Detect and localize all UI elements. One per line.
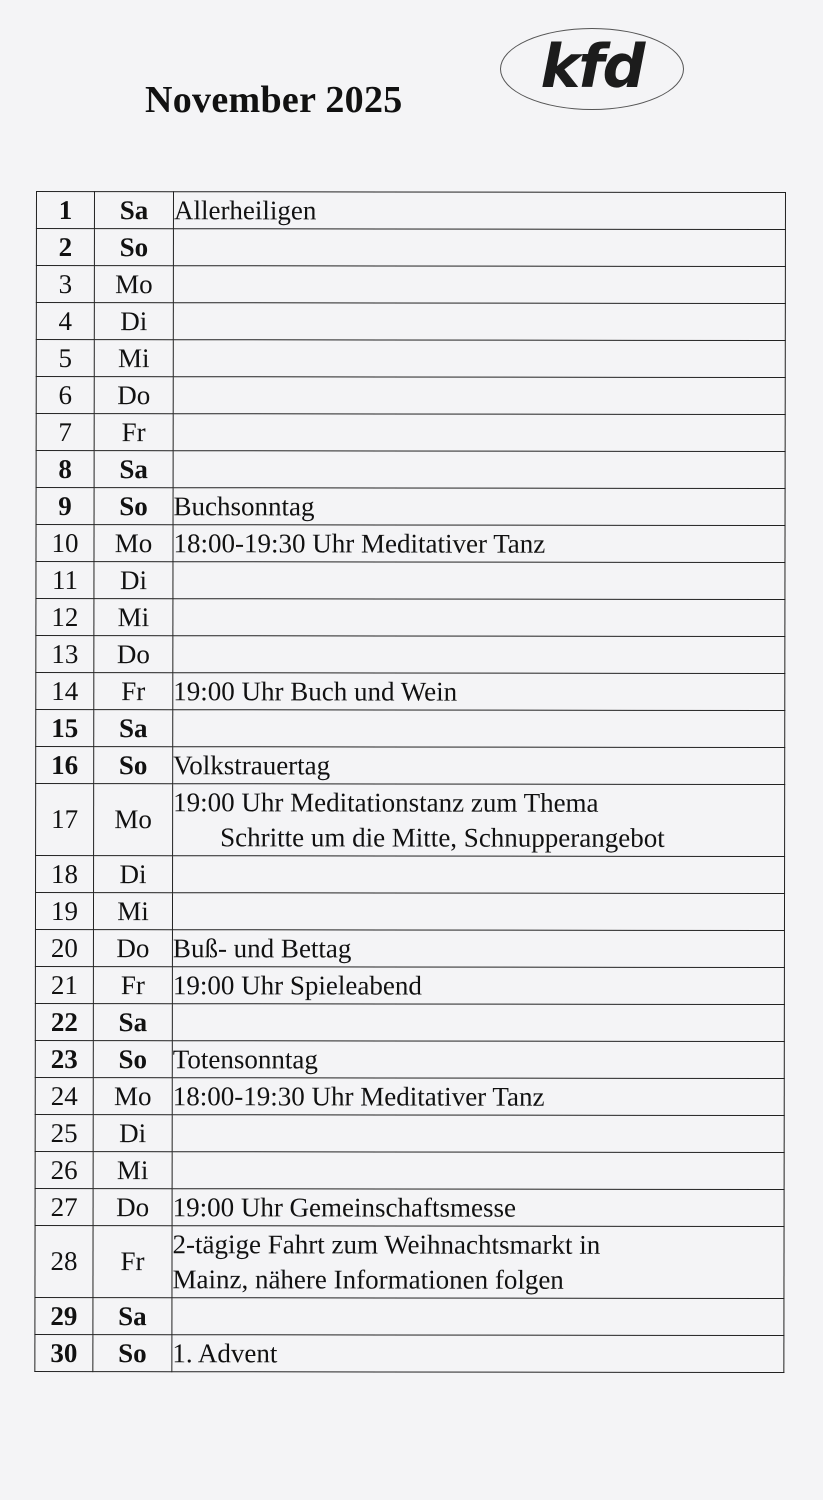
calendar-row: [36, 340, 785, 378]
event-cell: [172, 1226, 784, 1299]
weekday: Fr: [94, 673, 173, 710]
calendar-row: [35, 1151, 784, 1189]
event-text: 19:00 Uhr Gemeinschaftsmesse: [172, 1191, 517, 1223]
event-cell: [172, 1152, 784, 1190]
day-number: 22: [35, 1003, 93, 1040]
day-number: 27: [35, 1188, 93, 1225]
event-text-line2: Mainz, nähere Informationen folgen: [172, 1263, 564, 1295]
event-cell: [173, 747, 785, 785]
day-number: 4: [36, 303, 94, 340]
event-cell: [173, 192, 785, 230]
calendar-row: [35, 1297, 784, 1335]
event-cell: [172, 1115, 784, 1153]
day-number: 16: [36, 747, 94, 784]
weekday: Di: [94, 856, 173, 893]
calendar-row: [36, 599, 785, 637]
event-cell: [173, 414, 785, 452]
page-title: November 2025: [145, 79, 403, 121]
weekday: Do: [94, 377, 173, 414]
calendar-row: [35, 1225, 784, 1298]
calendar-row: [35, 1003, 784, 1041]
weekday: Do: [94, 636, 173, 673]
logo-text: kfd: [540, 32, 644, 102]
weekday: Sa: [93, 1004, 172, 1041]
calendar-row: [35, 966, 784, 1004]
weekday: Mi: [93, 1152, 172, 1189]
calendar-row: [36, 747, 785, 785]
event-cell: [172, 1004, 784, 1042]
calendar-row: [36, 229, 785, 267]
weekday: So: [94, 229, 173, 266]
event-text: Buchsonntag: [173, 490, 315, 522]
calendar-row: [35, 930, 784, 968]
weekday: So: [94, 747, 173, 784]
day-number: 3: [36, 266, 94, 303]
day-number: 26: [35, 1151, 93, 1188]
calendar-row: [35, 1114, 784, 1152]
weekday: Mi: [93, 893, 172, 930]
calendar-row: [36, 488, 785, 526]
event-cell: [172, 1189, 784, 1227]
event-text: 2-tägige Fahrt zum Weihnachtsmarkt in: [172, 1229, 601, 1260]
weekday: Mi: [94, 340, 173, 377]
calendar-row: [36, 525, 785, 563]
calendar-row: [36, 192, 785, 230]
calendar-row: [36, 636, 785, 674]
event-cell: [172, 967, 784, 1005]
weekday: Sa: [94, 710, 173, 747]
event-cell: [172, 1298, 784, 1336]
calendar-row: [36, 451, 785, 489]
weekday: Mi: [94, 599, 173, 636]
day-number: 1: [36, 192, 94, 229]
weekday: Do: [93, 930, 172, 967]
weekday: So: [94, 488, 173, 525]
event-cell: [173, 229, 785, 267]
weekday: Sa: [94, 451, 173, 488]
day-number: 13: [36, 636, 94, 673]
weekday: Sa: [94, 192, 173, 229]
event-cell: [172, 930, 784, 968]
calendar-row: [36, 856, 785, 894]
calendar-table: [34, 191, 786, 1373]
event-cell: [173, 266, 785, 304]
day-number: 9: [36, 488, 94, 525]
calendar-row: [35, 1188, 784, 1226]
event-text: 19:00 Uhr Meditationstanz zum Thema: [173, 787, 599, 818]
day-number: 17: [36, 784, 94, 856]
event-cell: [173, 856, 785, 894]
event-cell: [173, 673, 785, 711]
day-number: 24: [35, 1077, 93, 1114]
weekday: Sa: [93, 1298, 172, 1335]
calendar-row: [35, 893, 784, 931]
event-text: Volkstrauertag: [173, 749, 331, 781]
event-cell: [173, 636, 785, 674]
day-number: 14: [36, 673, 94, 710]
weekday: Fr: [93, 967, 172, 1004]
event-text: 18:00-19:30 Uhr Meditativer Tanz: [173, 527, 546, 559]
kfd-logo: [500, 28, 684, 110]
event-text: Allerheiligen: [173, 194, 317, 226]
event-cell: [173, 710, 785, 748]
weekday: Di: [94, 562, 173, 599]
calendar-row: [36, 784, 785, 857]
weekday: So: [93, 1041, 172, 1078]
day-number: 5: [36, 340, 94, 377]
event-cell: [172, 1041, 784, 1079]
calendar-row: [36, 562, 785, 600]
event-text: Totensonntag: [172, 1043, 318, 1075]
day-number: 11: [36, 562, 94, 599]
day-number: 18: [36, 856, 94, 893]
event-cell: [173, 340, 785, 378]
event-cell: [173, 599, 785, 637]
event-cell: [173, 784, 785, 857]
event-text: 18:00-19:30 Uhr Meditativer Tanz: [172, 1080, 545, 1112]
event-cell: [173, 525, 785, 563]
day-number: 6: [36, 377, 94, 414]
event-cell: [173, 562, 785, 600]
day-number: 2: [36, 229, 94, 266]
event-text: 19:00 Uhr Buch und Wein: [173, 675, 458, 707]
calendar-row: [36, 414, 785, 452]
weekday: Fr: [93, 1226, 172, 1298]
weekday: So: [93, 1335, 172, 1372]
day-number: 10: [36, 525, 94, 562]
event-cell: [172, 1335, 784, 1373]
day-number: 20: [35, 930, 93, 967]
calendar-row: [36, 377, 785, 415]
calendar-row: [35, 1077, 784, 1115]
calendar-body: [35, 192, 786, 1373]
event-cell: [173, 451, 785, 489]
day-number: 21: [35, 966, 93, 1003]
event-cell: [173, 377, 785, 415]
day-number: 8: [36, 451, 94, 488]
weekday: Di: [94, 303, 173, 340]
day-number: 15: [36, 710, 94, 747]
weekday: Di: [93, 1115, 172, 1152]
calendar-row: [36, 266, 785, 304]
day-number: 25: [35, 1114, 93, 1151]
day-number: 12: [36, 599, 94, 636]
day-number: 19: [35, 893, 93, 930]
calendar-row: [36, 673, 785, 711]
event-cell: [172, 893, 784, 931]
event-cell: [173, 303, 785, 341]
weekday: Mo: [94, 784, 173, 856]
event-text: 19:00 Uhr Spieleabend: [172, 969, 422, 1001]
day-number: 30: [35, 1334, 93, 1371]
day-number: 28: [35, 1225, 93, 1297]
weekday: Mo: [94, 525, 173, 562]
event-text-line2: Schritte um die Mitte, Schnupperangebot: [220, 821, 665, 853]
event-cell: [173, 488, 785, 526]
weekday: Fr: [94, 414, 173, 451]
day-number: 29: [35, 1297, 93, 1334]
event-text: 1. Advent: [172, 1337, 278, 1369]
calendar-row: [36, 303, 785, 341]
event-cell: [172, 1078, 784, 1116]
event-text: Buß- und Bettag: [172, 932, 352, 964]
calendar-row: [35, 1334, 784, 1372]
weekday: Do: [93, 1189, 172, 1226]
weekday: Mo: [94, 266, 173, 303]
weekday: Mo: [93, 1078, 172, 1115]
day-number: 7: [36, 414, 94, 451]
calendar-row: [35, 1040, 784, 1078]
calendar-row: [36, 710, 785, 748]
day-number: 23: [35, 1040, 93, 1077]
